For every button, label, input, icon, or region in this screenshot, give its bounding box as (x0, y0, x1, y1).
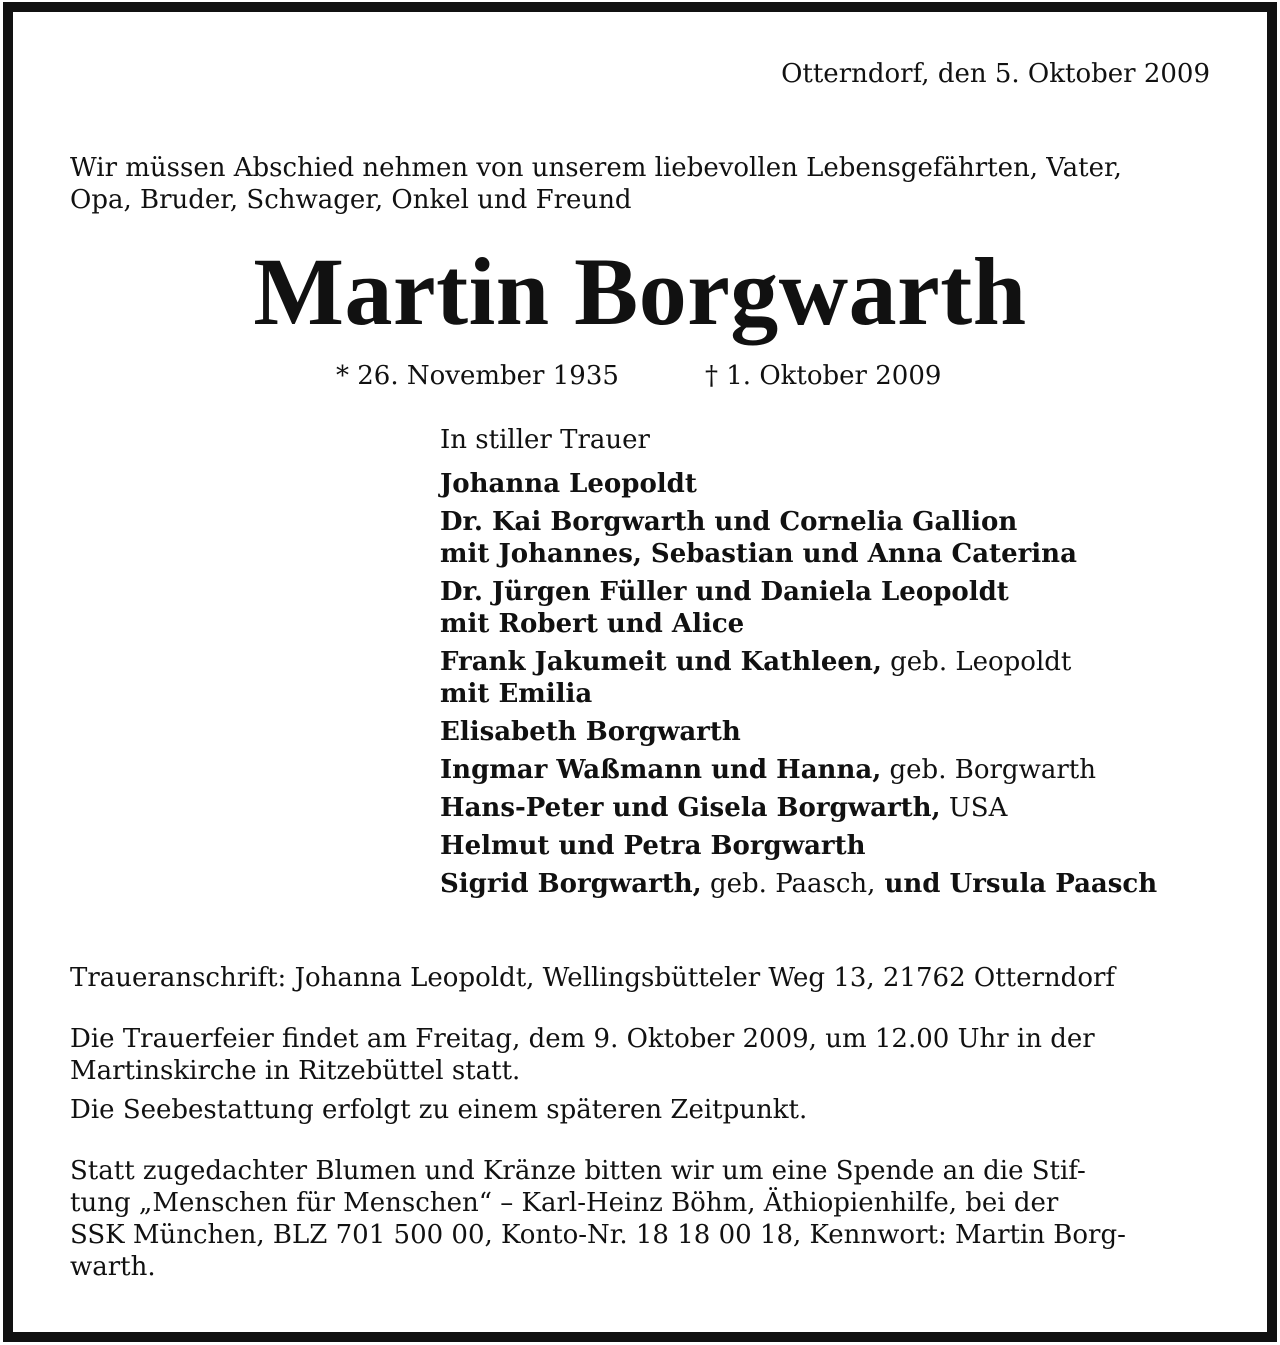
mourner-entry (440, 754, 1157, 786)
service-line: Martinskirche in Ritzebüttel statt. (70, 1056, 521, 1086)
donation-request (70, 1155, 1126, 1283)
mourning-heading: In stiller Trauer (440, 425, 650, 455)
deceased-name: Martin Borgwarth (253, 238, 1027, 345)
intro-text (70, 152, 1122, 216)
funeral-service-info (70, 1023, 1095, 1087)
mourner-line: Helmut und Petra Borgwarth (440, 831, 866, 861)
intro-line: Opa, Bruder, Schwager, Onkel und Freund (70, 185, 632, 215)
donation-line: SSK München, BLZ 701 500 00, Konto-Nr. 18 18 00 18, Kennwort: Martin Borg- (70, 1220, 1126, 1250)
mourner-line: mit Robert und Alice (440, 609, 745, 639)
obituary-notice (3, 2, 1277, 1342)
mourner-entry (440, 506, 1157, 570)
mourner-line: mit Emilia (440, 679, 593, 709)
mourner-entry (440, 716, 1157, 748)
mourner-entry (440, 646, 1157, 710)
mourner-line: Johanna Leopoldt (440, 469, 697, 499)
place-date: Otterndorf, den 5. Oktober 2009 (781, 59, 1210, 89)
sea-burial-info: Die Seebestattung erfolgt zu einem späteren Zeitpunkt. (70, 1095, 808, 1125)
mourner-line: Sigrid Borgwarth, geb. Paasch, und Ursula Paasch (440, 869, 1158, 899)
mourner-entry (440, 830, 1157, 862)
mourner-line: mit Johannes, Sebastian und Anna Caterina (440, 539, 1077, 569)
mourner-entry (440, 868, 1157, 900)
donation-line: warth. (70, 1252, 156, 1282)
mourner-line: Dr. Kai Borgwarth und Cornelia Gallion (440, 507, 1018, 537)
mourner-entry (440, 468, 1157, 500)
donation-line: Statt zugedachter Blumen und Kränze bitten wir um eine Spende an die Stif- (70, 1156, 1086, 1186)
intro-line: Wir müssen Abschied nehmen von unserem liebevollen Lebensgefährten, Vater, (70, 153, 1122, 183)
mourner-entry (440, 576, 1157, 640)
funeral-address: Traueranschrift: Johanna Leopoldt, Wellingsbütteler Weg 13, 21762 Otterndorf (70, 963, 1116, 993)
mourner-line: Elisabeth Borgwarth (440, 717, 741, 747)
mourner-line: Dr. Jürgen Füller und Daniela Leopoldt (440, 577, 1009, 607)
mourner-line: Hans-Peter und Gisela Borgwarth, USA (440, 793, 1008, 823)
mourners-list (440, 468, 1157, 906)
death-date: † 1. Oktober 2009 (705, 361, 942, 391)
mourner-entry (440, 792, 1157, 824)
donation-line: tung „Menschen für Menschen“ – Karl-Heinz Böhm, Äthiopienhilfe, bei der (70, 1188, 1059, 1218)
service-line: Die Trauerfeier findet am Freitag, dem 9. Oktober 2009, um 12.00 Uhr in der (70, 1024, 1095, 1054)
mourner-line: Frank Jakumeit und Kathleen, geb. Leopoldt (440, 647, 1072, 677)
birth-date: * 26. November 1935 (336, 361, 619, 391)
mourner-line: Ingmar Waßmann und Hanna, geb. Borgwarth (440, 755, 1096, 785)
